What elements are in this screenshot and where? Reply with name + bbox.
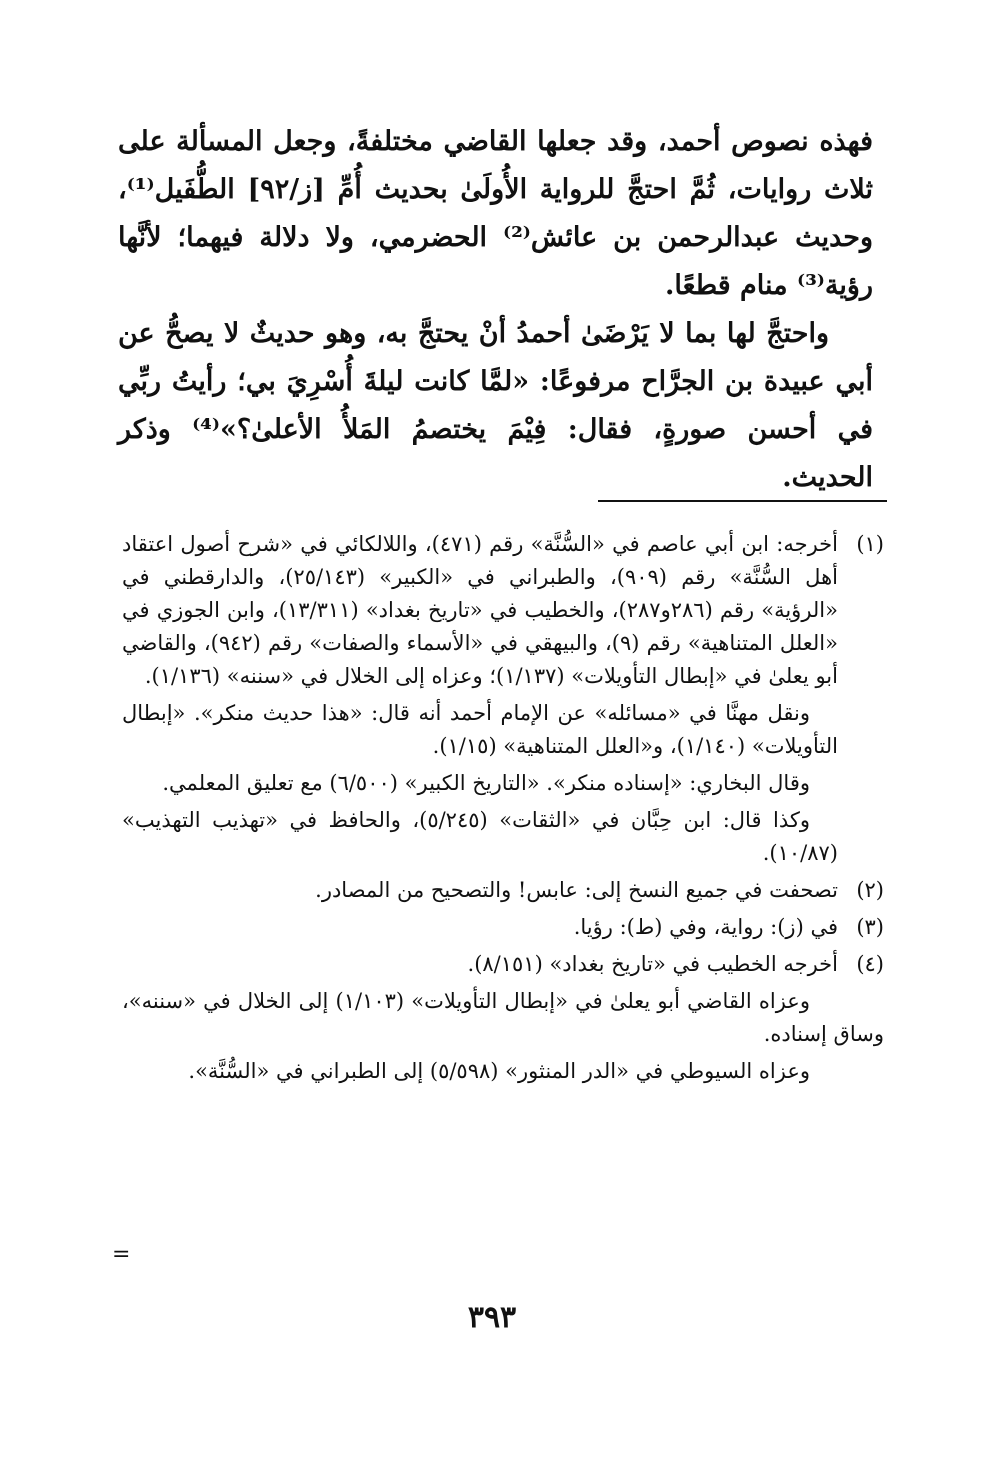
- footnote-paragraph: وعزاه القاضي أبو يعلىٰ في «إبطال التأويلات» (١/١٠٣) إلى الخلال في «سننه»، وساق إسناده.: [122, 989, 884, 1046]
- footnote-text: [122, 948, 838, 985]
- footnote-paragraph: أخرجه: ابن أبي عاصم في «السُّنَّة» رقم (٤٧١)، واللالكائي في «شرح أصول اعتقاد أهل السُّنَّة» رقم (٩٠٩)، والطبراني في «الكبير» (٢٥/١٤٣)، والدارقطني في «الرؤية» رقم (٢٨٦و٢٨٧)، والخطيب في «تاريخ بغداد» (١٣/٣١١)، وابن الجوزي في «العلل المتناهية» رقم (٩)، والبيهقي في «الأسماء والصفات» رقم (٩٤٢)، والقاضي أبو يعلىٰ في «إبطال التأويلات» (١/١٣٧)؛ وعزاه إلى الخلال في «سننه» (١/١٣٦).: [122, 532, 838, 688]
- footnote-paragraph: تصحفت في جميع النسخ إلى: عابس! والتصحيح من المصادر.: [315, 878, 838, 902]
- main-paragraph-2: واحتجَّ لها بما لا يَرْضَىٰ أحمدُ أنْ يحتجَّ به، وهو حديثٌ لا يصحُّ عن أبي عبيدة بن الجرَّاح مرفوعًا: «لمَّا كانت ليلةَ أُسْرِيَ بي؛ رأيتُ ربِّي في أحسن صورةٍ، فقال: فِيْمَ يختصمُ المَلأُ الأعلىٰ؟»⁽⁴⁾ وذكر الحديث.: [118, 318, 873, 493]
- main-text: [118, 118, 873, 502]
- footnote-text: [122, 911, 838, 948]
- footnote-4-continuation: [122, 985, 884, 1088]
- continuation-mark: =: [112, 1242, 131, 1267]
- footnote-paragraph: في (ز): رواية، وفي (ط): رؤيا.: [573, 915, 838, 939]
- footnote-1: [122, 528, 884, 874]
- footnote-paragraph: وقال البخاري: «إسناده منكر». «التاريخ الكبير» (٦/٥٠٠) مع تعليق المعلمي.: [162, 771, 810, 795]
- footnote-text: [122, 528, 838, 874]
- footnote-number: (١): [856, 532, 884, 556]
- footnote-4: [122, 948, 884, 985]
- footnote-number: (٣): [856, 915, 884, 939]
- footnote-text: [122, 874, 838, 911]
- footnote-paragraph: وعزاه السيوطي في «الدر المنثور» (٥/٥٩٨) إلى الطبراني في «السُّنَّة».: [188, 1059, 810, 1083]
- footnote-number: (٤): [856, 952, 884, 976]
- footnote-separator: [598, 500, 887, 502]
- footnote-number: (٢): [856, 878, 884, 902]
- footnote-paragraph: ونقل مهنَّا في «مسائله» عن الإمام أحمد أنه قال: «هذا حديث منكر». «إبطال التأويلات» (١/١٤٠)، و«العلل المتناهية» (١/١٥).: [122, 701, 838, 758]
- footnote-3: [122, 911, 884, 948]
- page-number: ٣٩٣: [467, 1300, 517, 1335]
- footnote-paragraph: أخرجه الخطيب في «تاريخ بغداد» (٨/١٥١).: [467, 952, 838, 976]
- footnotes: [122, 528, 884, 1092]
- main-paragraph-1: فهذه نصوص أحمد، وقد جعلها القاضي مختلفةً، وجعل المسألة على ثلاث روايات، ثُمَّ احتجَّ للرواية الأُولَىٰ بحديث أُمِّ [ز/٩٢] الطُّفَيل⁽¹⁾، وحديث عبدالرحمن بن عائش⁽²⁾ الحضرمي، ولا دلالة فيهما؛ لأنَّها رؤية⁽³⁾ منام قطعًا.: [118, 126, 873, 301]
- footnote-2: [122, 874, 884, 911]
- footnote-paragraph: وكذا قال: ابن حِبَّان في «الثقات» (٥/٢٤٥)، والحافظ في «تهذيب التهذيب» (١٠/٨٧).: [122, 808, 838, 865]
